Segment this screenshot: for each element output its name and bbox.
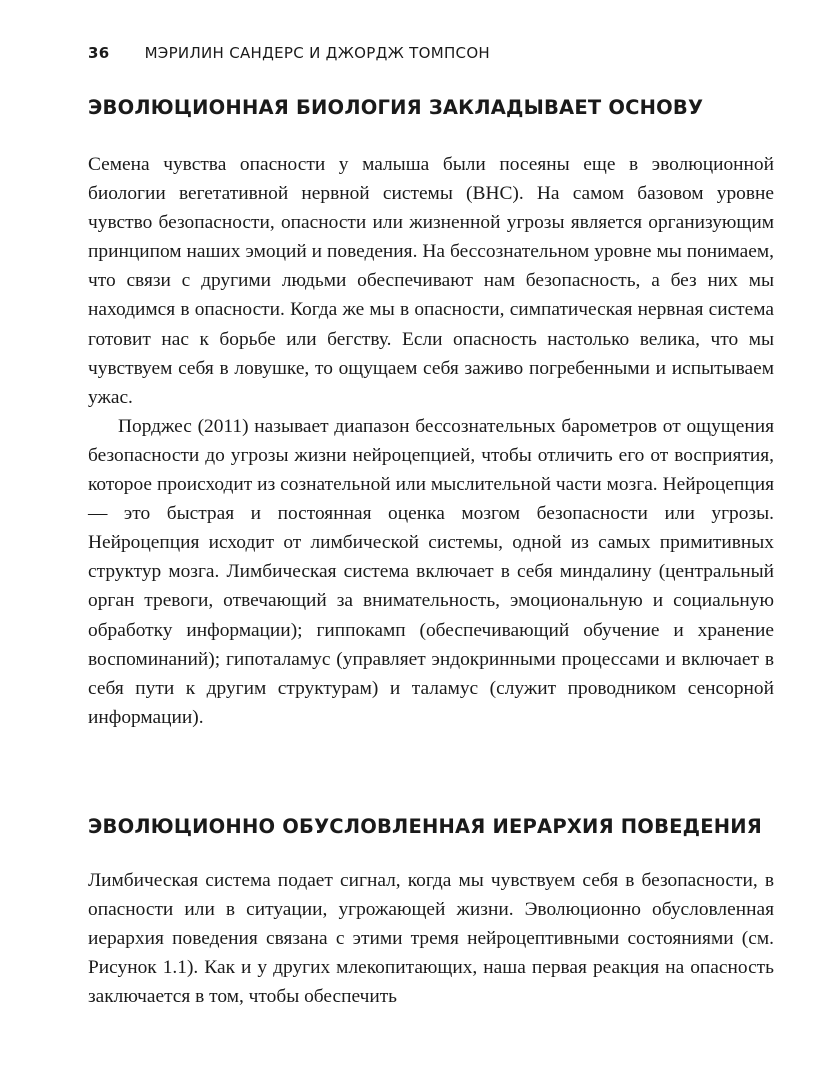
running-title: МЭРИЛИН САНДЕРС И ДЖОРДЖ ТОМПСОН <box>144 44 490 62</box>
running-head <box>88 44 490 62</box>
paragraph: Лимбическая система подает сигнал, когда мы чувствуем себя в безопасности, в опасности или в ситуации, угрожающей жизни. Эволюционно обусловленная иерархия поведения связана с этими тремя нейроцептивными состояниями (см. Рисунок 1.1). Как и у других млекопитающих, наша первая реакция на опасность заключается в том, чтобы обеспечить <box>88 870 774 1008</box>
section-body-behavior-hierarchy <box>88 866 774 1011</box>
paragraph: Семена чувства опасности у малыша были посеяны еще в эволюционной биологии вегетативной нервной системы (ВНС). На самом базовом уровне чувство безопасности, опасности или жизненной угрозы является организующим принципом наших эмоций и поведения. На бессознательном уровне мы понимаем, что связи с другими людьми обеспечивают нам безопасность, а без них мы находимся в опасности. Когда же мы в опасности, симпатическая нервная система готовит нас к борьбе или бегству. Если опасность настолько велика, что мы чувствуем себя в ловушке, то ощущаем себя заживо погребенными и испытываем ужас. <box>88 154 774 408</box>
paragraph: Порджес (2011) называет диапазон бессознательных барометров от ощущения безопасности до угрозы жизни нейроцепцией, чтобы отличить его от восприятия, которое происходит из сознательной или мыслительной части мозга. Нейроцепция — это быстрая и постоянная оценка мозгом безопасности или угрозы. Нейроцепция исходит от лимбической системы, одной из самых примитивных структур мозга. Лимбическая система включает в себя миндалину (центральный орган тревоги, отвечающий за внимательность, эмоциональную и социальную обработку информации); гиппокамп (обеспечивающий обучение и хранение воспоминаний); гипоталамус (управляет эндокринными процессами и включает в себя пути к другим структурам) и таламус (служит проводником сенсорной информации). <box>88 415 774 728</box>
section-heading-evolutionary-biology: ЭВОЛЮЦИОННАЯ БИОЛОГИЯ ЗАКЛАДЫВАЕТ ОСНОВУ <box>88 96 704 119</box>
page-number: 36 <box>88 44 110 62</box>
section-body-evolutionary-biology <box>88 150 774 732</box>
section-heading-behavior-hierarchy: ЭВОЛЮЦИОННО ОБУСЛОВЛЕННАЯ ИЕРАРХИЯ ПОВЕДЕНИЯ <box>88 815 762 838</box>
